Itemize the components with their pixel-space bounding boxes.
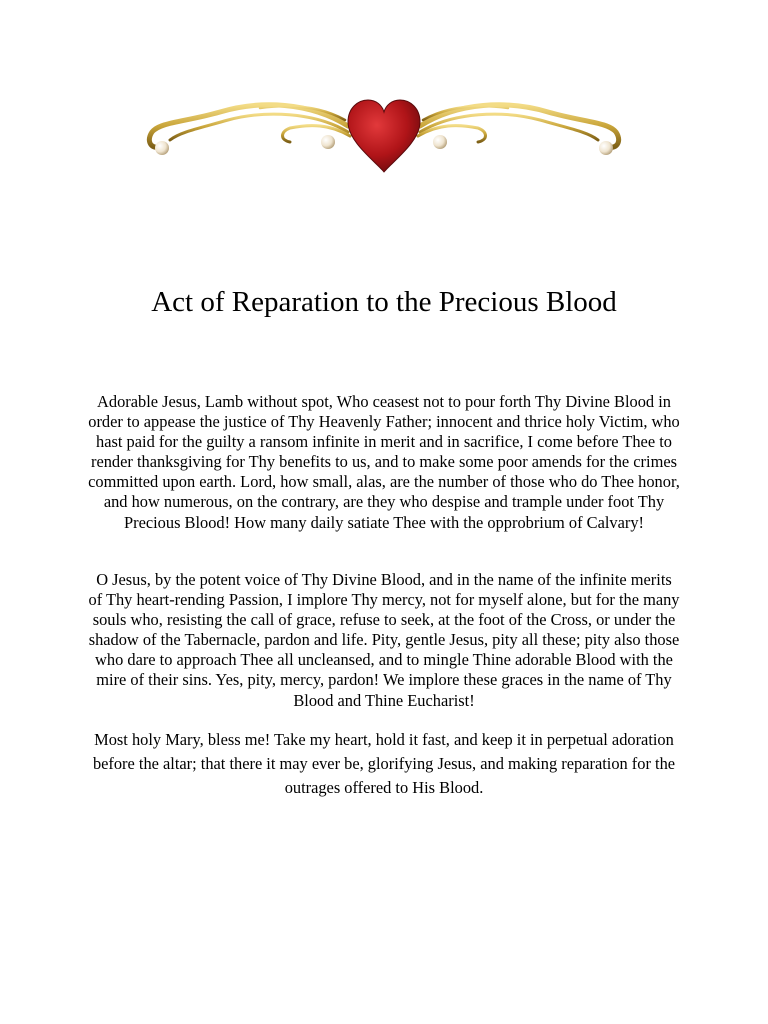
pearl-left-outer xyxy=(155,141,169,155)
pearl-right-inner xyxy=(433,135,447,149)
pearl-left-inner xyxy=(321,135,335,149)
heart-scroll-ornament-icon xyxy=(140,92,628,178)
pearl-right-outer xyxy=(599,141,613,155)
page-title: Act of Reparation to the Precious Blood xyxy=(151,286,617,318)
paragraph-adorable-jesus: Adorable Jesus, Lamb without spot, Who ceasest not to pour forth Thy Divine Blood in order to appease the justice of Thy Heavenly Father; innocent and thrice holy Victim, who hast paid for the guilty a ransom infinite in merit and in sacrifice, I come before Thee to render thanksgiving for Thy benefits to us, and to make some poor amends for the crimes committed upon earth. Lord, how small, alas, are the number of those who do Thee honor, and how numerous, on the contrary, are they who despise and trample under foot Thy Precious Blood! How many daily satiate Thee with the opprobrium of Calvary! xyxy=(88,392,680,532)
heart-icon xyxy=(348,100,420,172)
left-scroll xyxy=(149,105,350,147)
right-scroll xyxy=(418,105,619,147)
paragraph-most-holy-mary: Most holy Mary, bless me! Take my heart, hold it fast, and keep it in perpetual adoration before the altar; that there it may ever be, glorifying Jesus, and making reparation for the outrages offered to His Blood. xyxy=(92,730,676,797)
paragraph-o-jesus: O Jesus, by the potent voice of Thy Divine Blood, and in the name of the infinite merits of Thy heart-rending Passion, I implore Thy mercy, not for myself alone, but for the many souls who, resisting the call of grace, refuse to seek, at the foot of the Cross, or under the shadow of the Tabernacle, pardon and life. Pity, gentle Jesus, pity all these; pity also those who dare to approach Thee all uncleansed, and to mingle Thine adorable Blood with the mire of their sins. Yes, pity, mercy, pardon! We implore these graces in the name of Thy Blood and Thine Eucharist! xyxy=(88,570,680,710)
